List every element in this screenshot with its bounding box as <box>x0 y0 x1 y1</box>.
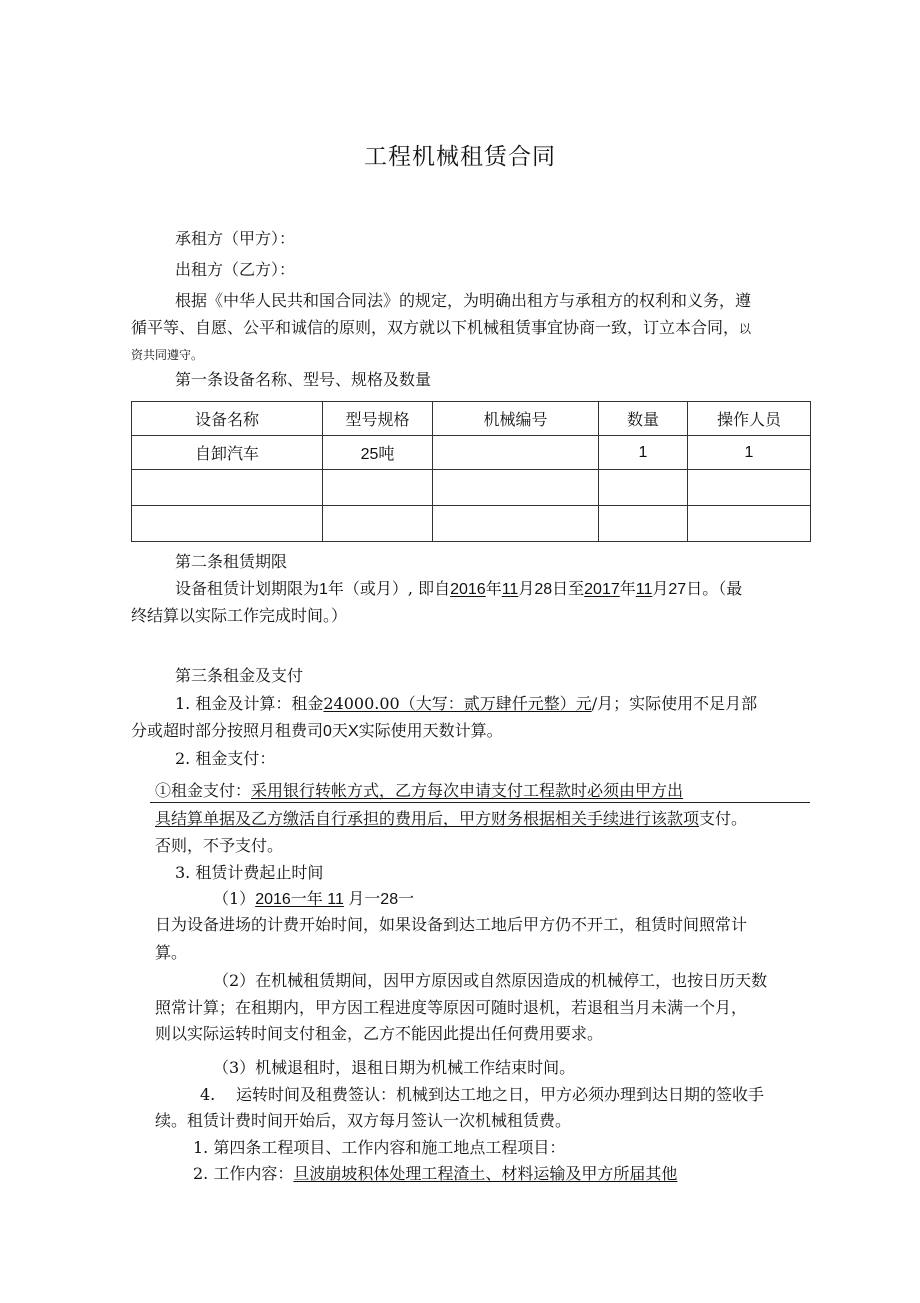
header-machine-number: 机械编号 <box>433 402 599 436</box>
billing-period-heading: 3. 租赁计费起止时间 <box>175 863 324 882</box>
rent-calc-line <box>175 694 757 714</box>
lessor-line: 出租方（乙方）： <box>175 260 296 279</box>
lessee-line: 承租方（甲方）： <box>175 229 296 248</box>
billing-start-line <box>213 889 414 910</box>
rent-amount: 24000.00（大写：贰万肆仟元整）元 <box>323 694 592 713</box>
term-text: 年 <box>619 579 636 598</box>
term-text: 年 <box>485 579 502 598</box>
start-year: 2016 <box>450 581 486 598</box>
article-2-heading: 第二条租赁期限 <box>175 552 288 571</box>
header-operators: 操作人员 <box>688 402 811 436</box>
cell-empty <box>688 470 811 506</box>
term-duration: 1 <box>319 581 328 598</box>
payment-line-3: 否则，不予支付。 <box>155 836 284 855</box>
rent-text: 分或超时部分按照月租费司 <box>131 721 324 740</box>
header-quantity: 数量 <box>599 402 688 436</box>
rent-text: 1. 租金及计算：租金 <box>175 694 324 713</box>
intro-line-2-text: 循平等、自愿、公平和诚信的原则，双方就以下机械租赁事宜协商一致，订立本合同， <box>131 318 740 337</box>
item-4-line-1: 运转时间及租费签认：机械到达工地之日，甲方必须办理到达日期的签收手 <box>236 1085 765 1104</box>
end-day: 27 <box>668 581 687 598</box>
term-text: 年（或月）, 即自 <box>327 579 451 598</box>
divider <box>150 802 810 803</box>
rent-calc-line-2 <box>131 721 503 742</box>
cell-empty <box>132 506 323 542</box>
payment-heading: 2. 租金支付： <box>175 749 276 768</box>
term-text: 月 <box>518 579 535 598</box>
intro-line-1: 根据《中华人民共和国合同法》的规定，为明确出租方与承租方的权利和义务，遵 <box>175 291 752 310</box>
lease-term-line-2: 终结算以实际工作完成时间。） <box>131 606 348 625</box>
payment-line-2 <box>155 809 747 829</box>
intro-line-3: 资共同遵守。 <box>131 348 204 362</box>
cell-empty <box>132 470 323 506</box>
cell-operators: 1 <box>688 436 811 470</box>
term-text: 月 <box>652 579 669 598</box>
cell-model-spec: 25吨 <box>323 436 433 470</box>
header-model-spec: 型号规格 <box>323 402 433 436</box>
term-text: 日至 <box>552 579 585 598</box>
billing-start-line-2: 日为设备进场的计费开始时间，如果设备到达工地后甲方仍不开工，租赁时间照常计 <box>155 915 748 934</box>
cell-empty <box>688 506 811 542</box>
clause-number: （1） <box>213 889 256 908</box>
cell-empty <box>599 506 688 542</box>
payment-terms: 具结算单据及乙方缴活自行承担的费用后，甲方财务根据相关手续进行该款项 <box>155 809 700 828</box>
work-content: 旦波崩坡积体处理工程渣土、材料运输及甲方所届其他 <box>293 1164 678 1183</box>
table-header-row <box>132 402 811 436</box>
rent-text: 实际使用天数计算。 <box>358 721 503 740</box>
billing-start-date: 2016一年 11 <box>255 891 344 908</box>
rent-multiply: X <box>347 723 359 740</box>
table-row <box>132 470 811 506</box>
header-equipment-name: 设备名称 <box>132 402 323 436</box>
table-row <box>132 506 811 542</box>
billing-start-line-3: 算。 <box>155 943 188 962</box>
payment-method: 采用银行转帐方式，乙方每次申请支付工程款时必须由甲方出 <box>251 781 684 800</box>
article-3-heading: 第三条租金及支付 <box>175 666 304 685</box>
item-4-line-2: 续。租赁计费时间开始后，双方每月签认一次机械租赁费。 <box>155 1111 572 1130</box>
clause-2-line-3: 则以实际运转时间支付租金，乙方不能因此提出任何费用要求。 <box>155 1024 604 1043</box>
clause-2-line-1: （2）在机械租赁期间，因甲方原因或自然原因造成的机械停工，也按日历天数 <box>213 971 768 990</box>
lease-term-line <box>175 579 742 600</box>
end-month: 11 <box>635 581 653 598</box>
term-text: 日。（最 <box>686 579 743 598</box>
rent-text: 天 <box>331 721 348 740</box>
cell-empty <box>323 470 433 506</box>
article-1-heading: 第一条设备名称、型号、规格及数量 <box>175 370 432 389</box>
item-4-number: 4. <box>200 1085 216 1104</box>
payment-line-1 <box>155 781 683 801</box>
cell-empty <box>599 470 688 506</box>
cell-empty <box>323 506 433 542</box>
cell-machine-number <box>433 436 599 470</box>
payment-text: ①租金支付： <box>155 781 252 800</box>
start-month: 11 <box>501 581 519 598</box>
end-year: 2017 <box>584 581 620 598</box>
cell-quantity: 1 <box>599 436 688 470</box>
clause-3-line: （3）机械退租时，退租日期为机械工作结束时间。 <box>213 1058 576 1077</box>
work-content-line <box>193 1164 677 1184</box>
clause-2-line-2: 照常计算；在租期内，甲方因工程进度等原因可随时退机，若退租当月未满一个月， <box>155 998 748 1017</box>
intro-line-2-small: 以 <box>739 322 752 336</box>
work-label: 2. 工作内容： <box>193 1164 294 1183</box>
cell-empty <box>433 506 599 542</box>
start-day: 28 <box>534 581 553 598</box>
cell-equipment-name: 自卸汽车 <box>132 436 323 470</box>
equipment-table <box>131 401 811 542</box>
rent-text: /月；实际使用不足月部 <box>591 694 758 713</box>
cell-empty <box>433 470 599 506</box>
article-4-heading: 1. 第四条工程项目、工作内容和施工地点工程项目： <box>193 1138 566 1157</box>
payment-text: 支付。 <box>699 809 748 828</box>
intro-line-2 <box>131 318 751 339</box>
rent-value: 0 <box>323 723 332 740</box>
billing-start-day: 月一28一 <box>343 891 415 908</box>
table-row <box>132 436 811 470</box>
document-title: 工程机械租赁合同 <box>364 144 556 170</box>
term-text: 设备租赁计划期限为 <box>175 579 320 598</box>
